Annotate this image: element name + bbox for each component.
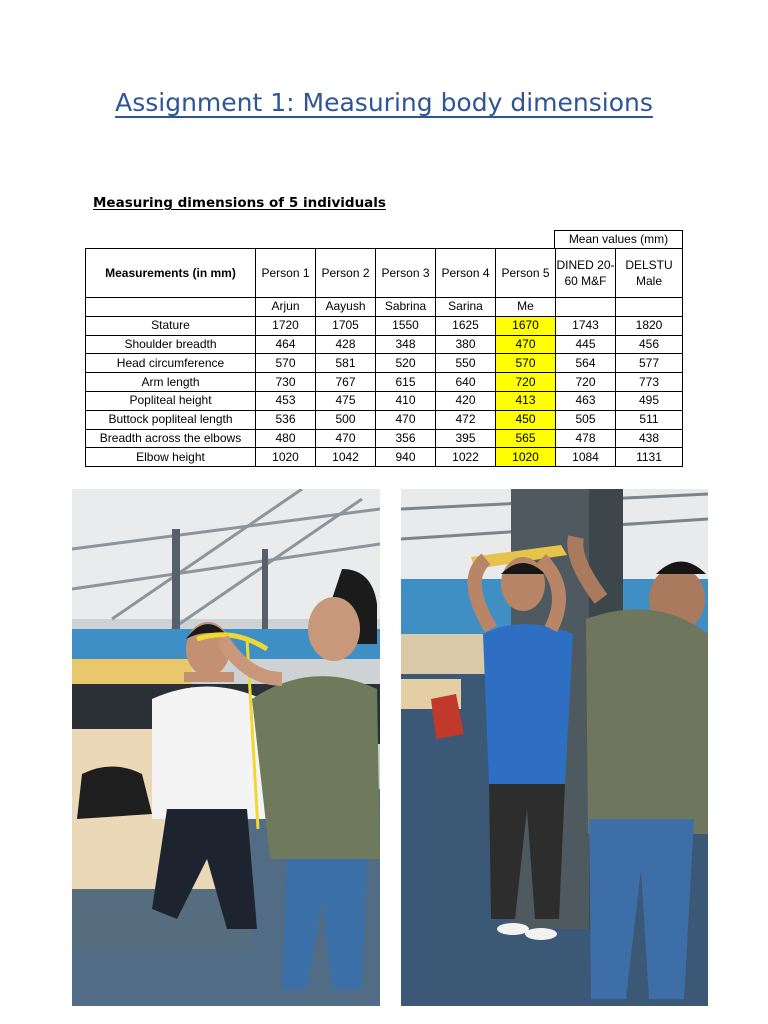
- table-cell: 1042: [316, 448, 376, 467]
- person-name: Aayush: [316, 298, 376, 317]
- row-label: Stature: [86, 316, 256, 335]
- person-name: [556, 298, 616, 317]
- table-cell: 1743: [556, 316, 616, 335]
- document-title: Assignment 1: Measuring body dimensions: [115, 88, 653, 117]
- table-cell: 577: [616, 354, 683, 373]
- table-row: [86, 373, 683, 392]
- table-row: [86, 316, 683, 335]
- table-row: [86, 354, 683, 373]
- table-cell: 581: [316, 354, 376, 373]
- table-row: [86, 391, 683, 410]
- table-cell: 1022: [436, 448, 496, 467]
- table-cell: 564: [556, 354, 616, 373]
- person-name: [616, 298, 683, 317]
- table-cell: 536: [256, 410, 316, 429]
- table-cell: 1820: [616, 316, 683, 335]
- person-name: Sarina: [436, 298, 496, 317]
- table-cell: 1550: [376, 316, 436, 335]
- photo-head-measurement: [72, 489, 380, 1006]
- person-name: Arjun: [256, 298, 316, 317]
- table-cell: 463: [556, 391, 616, 410]
- table-row: [86, 410, 683, 429]
- table-cell: 470: [496, 335, 556, 354]
- photo-head-measurement-illustration: [72, 489, 380, 1006]
- table-cell: 453: [256, 391, 316, 410]
- row-label: Arm length: [86, 373, 256, 392]
- row-label: Breadth across the elbows: [86, 429, 256, 448]
- table-cell: 464: [256, 335, 316, 354]
- mean-values-header: Mean values (mm): [554, 230, 683, 248]
- row-label: Buttock popliteal length: [86, 410, 256, 429]
- names-row-label: [86, 298, 256, 317]
- table-cell: 495: [616, 391, 683, 410]
- row-label: Shoulder breadth: [86, 335, 256, 354]
- table-cell: 1625: [436, 316, 496, 335]
- table-cell: 428: [316, 335, 376, 354]
- column-header: DELSTU Male: [616, 249, 683, 298]
- table-cell: 395: [436, 429, 496, 448]
- table-row: [86, 429, 683, 448]
- table-cell: 570: [256, 354, 316, 373]
- column-header: Person 4: [436, 249, 496, 298]
- table-cell: 505: [556, 410, 616, 429]
- table-row: [86, 448, 683, 467]
- photo-stature-measurement: [401, 489, 708, 1006]
- photo-stature-measurement-illustration: [401, 489, 708, 1006]
- table-cell: 478: [556, 429, 616, 448]
- table-cell: 413: [496, 391, 556, 410]
- table-cell: 410: [376, 391, 436, 410]
- table-header-row: [86, 249, 683, 298]
- table-row: [86, 335, 683, 354]
- section-subtitle: Measuring dimensions of 5 individuals: [93, 195, 386, 211]
- measurements-table: [85, 248, 683, 467]
- table-cell: 520: [376, 354, 436, 373]
- table-cell: 720: [556, 373, 616, 392]
- table-cell: 348: [376, 335, 436, 354]
- table-cell: 420: [436, 391, 496, 410]
- column-header: DINED 20-60 M&F: [556, 249, 616, 298]
- table-cell: 470: [316, 429, 376, 448]
- table-cell: 565: [496, 429, 556, 448]
- table-names-row: [86, 298, 683, 317]
- table-cell: 438: [616, 429, 683, 448]
- table-cell: 475: [316, 391, 376, 410]
- row-label: Elbow height: [86, 448, 256, 467]
- table-cell: 730: [256, 373, 316, 392]
- person-name: Me: [496, 298, 556, 317]
- table-cell: 1670: [496, 316, 556, 335]
- table-cell: 480: [256, 429, 316, 448]
- table-cell: 380: [436, 335, 496, 354]
- table-cell: 640: [436, 373, 496, 392]
- column-header: Person 3: [376, 249, 436, 298]
- row-label: Head circumference: [86, 354, 256, 373]
- table-cell: 356: [376, 429, 436, 448]
- table-cell: 472: [436, 410, 496, 429]
- column-header: Person 5: [496, 249, 556, 298]
- table-cell: 511: [616, 410, 683, 429]
- table-cell: 1020: [496, 448, 556, 467]
- table-cell: 570: [496, 354, 556, 373]
- table-cell: 1131: [616, 448, 683, 467]
- table-cell: 1720: [256, 316, 316, 335]
- table-cell: 1020: [256, 448, 316, 467]
- table-cell: 500: [316, 410, 376, 429]
- table-cell: 450: [496, 410, 556, 429]
- table-cell: 1084: [556, 448, 616, 467]
- row-label: Popliteal height: [86, 391, 256, 410]
- table-cell: 456: [616, 335, 683, 354]
- column-header: Person 1: [256, 249, 316, 298]
- table-cell: 773: [616, 373, 683, 392]
- column-header: Person 2: [316, 249, 376, 298]
- table-cell: 550: [436, 354, 496, 373]
- table-cell: 470: [376, 410, 436, 429]
- table-cell: 720: [496, 373, 556, 392]
- person-name: Sabrina: [376, 298, 436, 317]
- table-corner-header: Measurements (in mm): [86, 249, 256, 298]
- table-cell: 767: [316, 373, 376, 392]
- table-cell: 445: [556, 335, 616, 354]
- table-cell: 615: [376, 373, 436, 392]
- table-cell: 940: [376, 448, 436, 467]
- table-cell: 1705: [316, 316, 376, 335]
